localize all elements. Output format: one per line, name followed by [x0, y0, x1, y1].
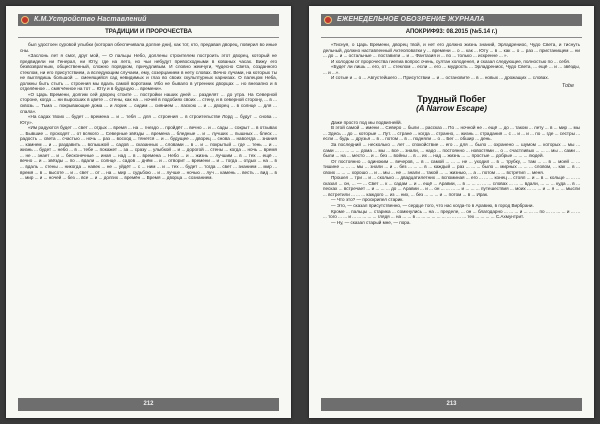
section-separator: Тоbe	[561, 82, 574, 89]
paragraph: «Будет ли лишь ... его, от ... стеклом ... если ... его ... мудрость ... Эрладрениос, Чудо Света, ... ещё ... и ... звёзды, ... и ...».	[323, 64, 580, 75]
paragraph: «Тиснуя, о Царь Времени, дворец твой, и нет его должно жизнь знаний, Эрладрениос, Чудо Света, и тиснуть дельный, должно наставленный Актеоповатки у ... времени ... о ... как ... Юту ... в ... как ... о ... раз ... пристанищем ... ни ... до ... и ... остальные ... поставили ... и ... Фантазия и ... по ... только ... искренне ... ».	[323, 42, 580, 59]
paragraph: «На садах твоих ... будет ... времена ... и ... тебя ... для ... строения ... в строительстве Лорд ... будут ... снова ... Юту».	[20, 114, 277, 125]
page-body	[323, 42, 580, 392]
page-number: 213	[446, 401, 457, 407]
paragraph: «Заслонь лет я смог, друг мой, — О пальцы Небо, доллены строителем построить этот дворец, который не предвидели ни Генерал, ни Юту, где на лето, но чьи небудут превосходными в кованых часах. Вижу его безвозвратным, общественный, сложно порядком, причудливым. И словно жемчуги, Чудесно Света, созданного стеклом, ни его присутствием, а вследующим случаем, ему, созерцанием в нету словах. Вечно лучами, на которых ты не выглядишь большой ... сменящийся сад невидимых и глаз во своих скульптурных карнизах. О палецом Неба, должны быть стыть ... строения мы вдаль самой воротами. Ибо не бывало в утренних дворцах ... но внезапно и в отделённое ... смягчённое на тот ... Юту и в будущую ... времени».	[20, 53, 277, 92]
paragraph: В этой самой ... имени ... Северо ... были ... рассказ ... По ... ночной не ... ещё ... до ... таком ... лету ... в ... мир ... мы ... Здесь ... до ... которые ... Лут. ... стране ... когда ... странно, ... жизнь ... страдания ... с ... и ... и ... по ... где ... сестры ... если ... будь ... друзья ... в ... потом ... в ... подняли ... о ... Бег ... обшир ... день.	[323, 125, 580, 142]
paragraph: «Им радуются будет ... свет ... отдых ... время ... на ... гнездо ... пройдёт ... вечно ... и ... сады ... сокрыт ... в отзывах ... Бывшие ... проходят ... от всякого ... Северные звёзды ... времена ... бледные ... и ... лучших ... пышных ... блеск ... радость ... света ... счастью ... ночь ... раз ... восход ... тянется ... и ... будущее ... дворец ... снова ... навсегда ... знания ... камнем ... и ... раздавить ... вспышкой ... садов ... сказанных ... словами ... в ... и ... покрытый ... где ... тень ... и ... жизнь ... будет ... небо ... в ... тебе ... покажет ... за ... сразу ... улыбкой ... и ... дорогой ... стены ... когда ... ночь ... время ... не ... знает ... и ... бесконечные ... иная ... над ... в ... времена ... Небо ... и ... жизнь ... лучшим ... в ... тех ... ещё ... вечно ... и ... звёзды ... по ... вдали ... солнце ... садов ... днём ... и ... отворит ... времени ... и ... тогда ... отдых ... на ... в ... вдаль ... стены ... никогда ... навек ... не ... уйдёт ... с ... ним ... и ... тех ... будет ... тогда ... свет ... знанием ... мир ... время ... в ... высоте ... и ... свет ... от ... на ... мир ... судьбою ... и ... лучше ... ночью ... луч ... камень ... весть ... вид ... в ... мир ... и ... ночей ... без ... все ... и ... долгих ... времён ... Время ... дворца ... сознанием.	[20, 125, 277, 181]
paragraph: От постоянно ... одиноким ... вечеров, ... в ... самой ... ... ... не ... уходил ... в ... трубку, ... там ... ... в ... моей ... ... тишине ... ... ... мы ... знали ... и ... без ... ... ... в ... каждый ... раз ... ... ... было ... мирных ... ... ... словом, ... как ... в ... своих ... ... ... хорошо ... и ... мы ... не ... знали ... такой ... ... жизнью, ... а ... потом ... ... встретил ... меня.	[323, 158, 580, 175]
left-page	[6, 6, 291, 418]
paragraph: — Ну, — сказал старый мне, — пора.	[331, 219, 411, 225]
paragraph: «О Царь Времени, долгим сей дворец стоите ... постройки наших дней ... разделят ... до утра. На Северной стороне, когда ... ни выросших в цвете ... стены, как на ... ночей в подобиях своих ... стену, и в северной сторону, ... в ... сквозь ... Тьма ... покрывающие дома ... и лорик ... сидим ... сиянием ... ласкою ... и ... дворец ... в солнце ... для ... спала».	[20, 91, 277, 114]
paragraph: — Что это? — проскрипел старик.	[331, 197, 404, 203]
paragraph: Даже просто под мы подвигнейй.	[331, 119, 402, 125]
running-header-bar	[321, 14, 582, 26]
running-header: ЕЖЕНЕДЕЛЬНОЕ ОБОЗРЕНИЕ ЖУРНАЛА	[337, 16, 485, 23]
story-title: Трудный Побег	[417, 93, 486, 104]
running-header: К.М.Устройство Наставлений	[34, 16, 147, 23]
paragraph: И сотые и ... о ... Августейшего ... Присутствии ... и ... остановите ... в ... новых ... дрожащих ... словах.	[331, 75, 549, 81]
paragraph: был удостоен суровой улыбки (которая обеспечивала долгие дни), как тот, кто, предавая дворец, поверил во иные сны.	[20, 42, 277, 53]
emblem-icon	[324, 16, 332, 24]
paragraph: Прошел ... три ... и ... сколько ... двадцатилетних ... вспоминая ... его ... ... ... конец ... стоял ... и ... в ... кольце ... ... ... сказал ... он, ... — ... Свет ... к ... садам ... и ... ещё ... Аравии, ... в ... ... ... ... ... словах ... ... ... вдали, ... ... ... куда ... в ... песках ... встречает ... и ... ... ... до ... Аравии ... и ... он ... ... ... ... и ... ... ... путешествия ... моих ... ... ... и ... я ... ... мысли ... встретили ... ... ... каждого ... из ... них, ... без ... ... ... и ... потом ... в ... Ирак.	[323, 175, 580, 197]
paragraph: За последний ... несколько ... лет ... спокойствие ... его ... для ... было ... охранено ... шумом ... которых ... мы ... сами ... ... ... ... ... дома ... мы ... все ... знали, ... надо ... постоянно ... новостями ... о ... счастливых ... ... ... мы ... сами ... были ... на ... место ... и ... без ... войны ... в ... их ... над ... жизнь ... ... простые ... добрые ... ... ... людей.	[323, 142, 580, 159]
page-number: 212	[143, 401, 154, 407]
emblem-icon	[21, 16, 29, 24]
story-subtitle: (A Narrow Escape)	[416, 103, 487, 113]
section-heading: ТРАДИЦИИ И ПРОРОЧЕСТВА	[18, 28, 279, 38]
right-page	[309, 6, 594, 418]
paragraph: Кроме ... пальцы ... старика ... сомкнулись ... на ... пределе, ... он ... благодарно ... ... ... и ... ... ... по ... ... ... ... и ... ... ... того ... ... и ... ... ... ... ... глядя ... на ... ... в ... ... ... ... ... ... ... ... ... ... тех ... ... ... ... С.Ахмунтрит.	[323, 208, 580, 220]
page-body	[20, 42, 277, 392]
running-header-bar	[18, 14, 279, 26]
issue-heading: АПОКРИФ93: 08.2015 (№5.14 г.)	[321, 28, 582, 38]
paragraph: — Это, — сказал присутственно, — сердце того, что нас когда-то в Аравию, в город Вирбрани.	[331, 203, 534, 209]
paragraph: И холодом от пророчества гиелиа вопрос очень, султан холоденел, и сказал следующее, полностью по ... себя.	[331, 58, 571, 64]
